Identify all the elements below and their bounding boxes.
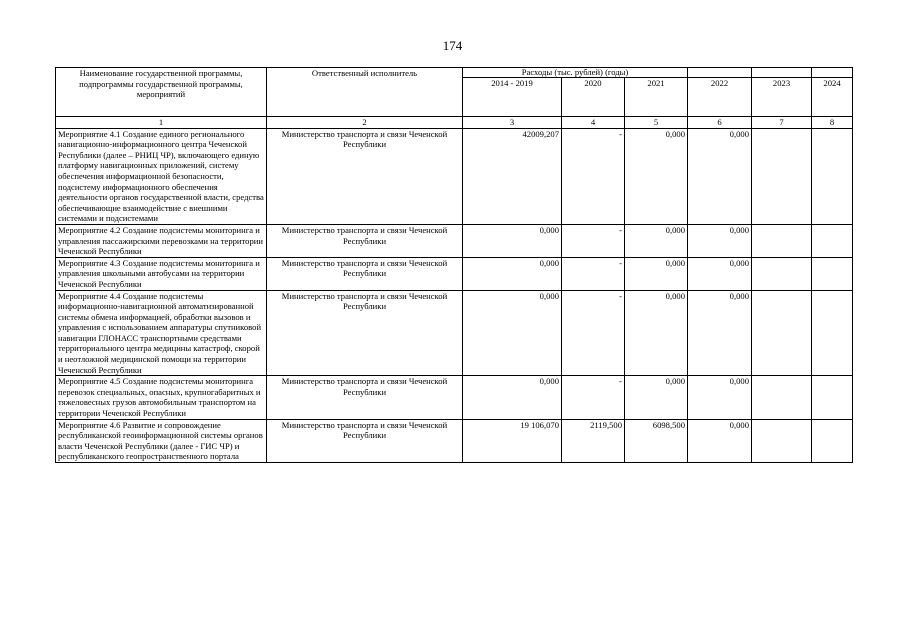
value-cell: [752, 257, 812, 290]
value-cell: 0,000: [463, 257, 562, 290]
header-year: 2021: [625, 78, 688, 117]
column-number: 7: [752, 117, 812, 129]
value-cell: 0,000: [688, 128, 752, 224]
table-row: [56, 290, 853, 376]
value-cell: 2119,500: [562, 419, 625, 462]
activity-name: Мероприятие 4.1 Создание единого регионального навигационно-информационного центра Чеченской Республики (далее – РНИЦ ЧР), включающего единую платформу навигационных приложений, систему обеспечения информационной безопасности, подсистему информационного обеспечения деятельности органов государственной власти, средства обеспечивающие взаимодействие с внешними системами и подсистемами: [56, 128, 267, 224]
value-cell: [752, 290, 812, 376]
executor: Министерство транспорта и связи Чеченской Республики: [267, 224, 463, 257]
value-cell: -: [562, 128, 625, 224]
value-cell: 0,000: [625, 290, 688, 376]
value-cell: [812, 128, 853, 224]
value-cell: 0,000: [688, 376, 752, 419]
value-cell: 6098,500: [625, 419, 688, 462]
value-cell: [752, 224, 812, 257]
header-expenses-group: Расходы (тыс. рублей) (годы): [463, 68, 688, 78]
value-cell: [812, 290, 853, 376]
budget-table: [55, 67, 853, 463]
value-cell: [812, 257, 853, 290]
header-row-1: [56, 68, 853, 78]
value-cell: 0,000: [625, 376, 688, 419]
header-year: 2022: [688, 78, 752, 117]
executor: Министерство транспорта и связи Чеченской Республики: [267, 257, 463, 290]
header-year: 2023: [752, 78, 812, 117]
executor: Министерство транспорта и связи Чеченской Республики: [267, 128, 463, 224]
value-cell: 0,000: [688, 290, 752, 376]
value-cell: [752, 128, 812, 224]
column-number: 4: [562, 117, 625, 129]
activity-name: Мероприятие 4.4 Создание подсистемы информационно-навигационной автоматизированной системы обмена информацией, обработки вызовов и управления с использованием аппаратуры спутниковой навигации ГЛОНАСС транспортными средствами территориального центра медицины катастроф, скорой и неотложной медицинской помощи на территории Чеченской Республики: [56, 290, 267, 376]
value-cell: 42009,207: [463, 128, 562, 224]
value-cell: 0,000: [625, 224, 688, 257]
header-name: Наименование государственной программы, подпрограммы государственной программы, мероприятий: [56, 68, 267, 117]
column-number: 5: [625, 117, 688, 129]
table-row: [56, 419, 853, 462]
value-cell: 0,000: [688, 257, 752, 290]
value-cell: 0,000: [625, 128, 688, 224]
table-row: [56, 257, 853, 290]
value-cell: [812, 376, 853, 419]
activity-name: Мероприятие 4.3 Создание подсистемы мониторинга и управления школьными автобусами на территории Чеченской Республики: [56, 257, 267, 290]
activity-name: Мероприятие 4.5 Создание подсистемы мониторинга перевозок специальных, опасных, крупногабаритных и тяжеловесных грузов автомобильным транспортом на территории Чеченской Республики: [56, 376, 267, 419]
header-empty-3: [812, 68, 853, 78]
column-number: 8: [812, 117, 853, 129]
header-year: 2014 - 2019: [463, 78, 562, 117]
executor: Министерство транспорта и связи Чеченской Республики: [267, 290, 463, 376]
value-cell: 0,000: [688, 224, 752, 257]
header-empty-2: [752, 68, 812, 78]
executor: Министерство транспорта и связи Чеченской Республики: [267, 376, 463, 419]
header-year: 2020: [562, 78, 625, 117]
value-cell: 0,000: [463, 376, 562, 419]
table-row: [56, 376, 853, 419]
value-cell: -: [562, 290, 625, 376]
column-number: 6: [688, 117, 752, 129]
value-cell: [812, 419, 853, 462]
activity-name: Мероприятие 4.6 Развитие и сопровождение республиканской геоинформационной системы органов власти Чеченской Республики (далее - ГИС ЧР) и республиканского геопространственного портала: [56, 419, 267, 462]
header-empty-1: [688, 68, 752, 78]
page-number: 174: [442, 38, 463, 53]
value-cell: -: [562, 224, 625, 257]
value-cell: -: [562, 376, 625, 419]
column-number: 1: [56, 117, 267, 129]
table-row: [56, 224, 853, 257]
value-cell: 0,000: [463, 290, 562, 376]
executor: Министерство транспорта и связи Чеченской Республики: [267, 419, 463, 462]
column-number: 3: [463, 117, 562, 129]
table-row: [56, 128, 853, 224]
value-cell: [812, 224, 853, 257]
value-cell: -: [562, 257, 625, 290]
value-cell: [752, 419, 812, 462]
header-year: 2024: [812, 78, 853, 117]
value-cell: 19 106,070: [463, 419, 562, 462]
value-cell: 0,000: [625, 257, 688, 290]
value-cell: 0,000: [688, 419, 752, 462]
activity-name: Мероприятие 4.2 Создание подсистемы мониторинга и управления пассажирскими перевозками на территории Чеченской Республики: [56, 224, 267, 257]
column-number: 2: [267, 117, 463, 129]
value-cell: [752, 376, 812, 419]
value-cell: 0,000: [463, 224, 562, 257]
header-executor: Ответственный исполнитель: [267, 68, 463, 117]
column-number-row: [56, 117, 853, 129]
